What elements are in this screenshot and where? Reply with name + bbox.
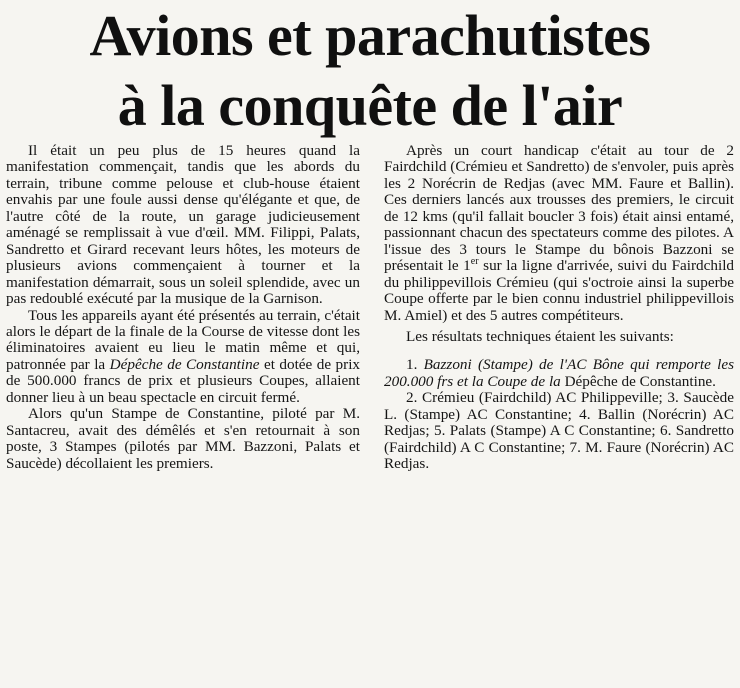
headline-line-1: Avions et parachutistes	[89, 3, 651, 68]
paragraph-takeoff: Alors qu'un Stampe de Constantine, piloté par M. Santacreu, avait des démêlés et s'en retournait à son poste, 3 Stampes (pilotés par MM. Bazzoni, Palats et Saucède) décollaient les premiers.	[6, 405, 360, 472]
newspaper-name: Dépêche de Constantine	[109, 355, 260, 373]
result-first-place	[384, 357, 734, 390]
article-column-left	[6, 143, 360, 472]
paragraph-opening: Il était un peu plus de 15 heures quand la manifestation commençait, tandis que les abords du terrain, tribune comme pelouse et club-house étaient envahis par une foule aussi dense qu'élégante et que, de l'autre côté de la route, un garage judicieusement aménagé se remplissait à vue d'œil. MM. Filippi, Palats, Sandretto et Girard recevant leurs hôtes, les moteurs de plusieurs avions commençaient à tourner et la manifestation démarrait, sous un soleil splendide, avec un pas redoublé exécuté par la musique de la Garnison.	[6, 142, 360, 308]
paragraph-race-start	[6, 308, 360, 407]
article-column-right	[384, 143, 734, 473]
race-result-text-a: Après un court handicap c'était au tour de 2 Fairdchild (Crémieu et Sandretto) de s'envoler, puis après les 2 Norécrin de Redjas (avec MM. Faure et Ballin). Ces derniers lancés aux trousses des premiers, le circuit de 12 kms (qu'il fallait boucler 3 fois) était ainsi entamé, passionnant chacun des spectateurs comme des pilotes. A l'issue des 3 tours le Stampe du bônois Bazzoni se présentait le 1	[384, 142, 734, 275]
ordinal-suffix: er	[470, 256, 479, 268]
race-start-text-a: Tous les appareils ayant été présentés au terrain, c'était alors le départ de la finale de la Course de vitesse dont les éliminatoires avaient eu lieu le matin même et qui, patronnée par la	[6, 306, 360, 373]
winner-newspaper: Dépêche de Constantine.	[564, 372, 716, 390]
result-other-places: 2. Crémieu (Fairdchild) AC Philippeville; 3. Saucède L. (Stampe) AC Constantine; 4. Ballin (Norécrin) AC Redjas; 5. Palats (Stampe) A C Constantine; 6. Sandretto (Fairdchild) A C Constantine; 7. M. Faure (Norécrin) AC Redjas.	[384, 389, 734, 473]
paragraph-results-intro: Les résultats techniques étaient les suivants:	[406, 327, 674, 345]
winner-text: Bazzoni (Stampe) de l'AC Bône qui remporte les 200.000 frs et la Coupe de la	[384, 356, 734, 390]
headline-line-2: à la conquête de l'air	[117, 73, 623, 138]
paragraph-race-result	[384, 143, 734, 324]
race-start-text-b: et dotée de prix de 500.000 francs de prix et plusieurs Coupes, allaient donner lieu à un beau spectacle en circuit fermé.	[6, 355, 361, 406]
race-result-text-b: sur la ligne d'arrivée, suivi du Fairdchild du philippevillois Crémieu (qui s'octroie ainsi la superbe Coupe offerte par le bien connu industriel philippevillois M. Amiel) et des 5 autres compétiteurs.	[384, 257, 735, 324]
result-number: 1.	[406, 356, 418, 374]
